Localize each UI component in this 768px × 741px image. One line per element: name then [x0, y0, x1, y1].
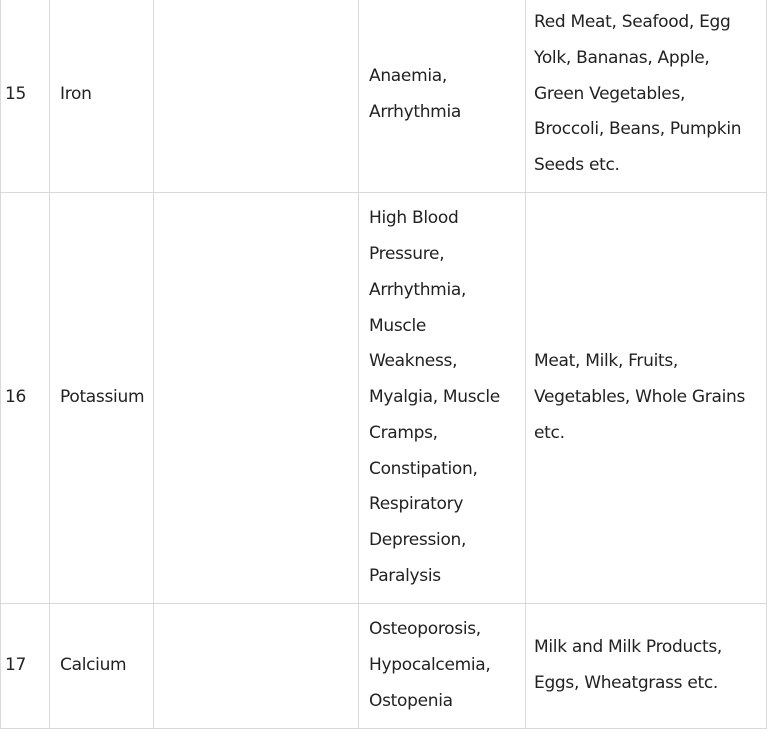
nutrient-name: Iron [50, 0, 154, 193]
table-row [1, 604, 767, 729]
deficiency-conditions: High Blood Pressure, Arrhythmia, Muscle Weakness, Myalgia, Muscle Cramps, Constipation, Respiratory Depression, Paralysis [359, 193, 526, 604]
table-row [1, 193, 767, 604]
deficiency-conditions [359, 0, 526, 193]
empty-cell [154, 193, 359, 604]
row-number: 15 [1, 0, 50, 193]
row-number: 17 [1, 604, 50, 729]
food-sources: Meat, Milk, Fruits, Vegetables, Whole Grains etc. [526, 193, 767, 604]
empty-cell [154, 604, 359, 729]
food-sources: Milk and Milk Products, Eggs, Wheatgrass etc. [526, 604, 767, 729]
table-row [1, 0, 767, 193]
deficiency-conditions: Osteoporosis, Hypocalcemia, Ostopenia [359, 604, 526, 729]
row-number: 16 [1, 193, 50, 604]
deficiency-text: Anaemia, Arrhythmia [369, 65, 461, 122]
nutrient-name: Calcium [50, 604, 154, 729]
food-sources: Red Meat, Seafood, Egg Yolk, Bananas, Apple, Green Vegetables, Broccoli, Beans, Pumpkin Seeds etc. [526, 0, 767, 193]
empty-cell [154, 0, 359, 193]
nutrient-name: Potassium [50, 193, 154, 604]
